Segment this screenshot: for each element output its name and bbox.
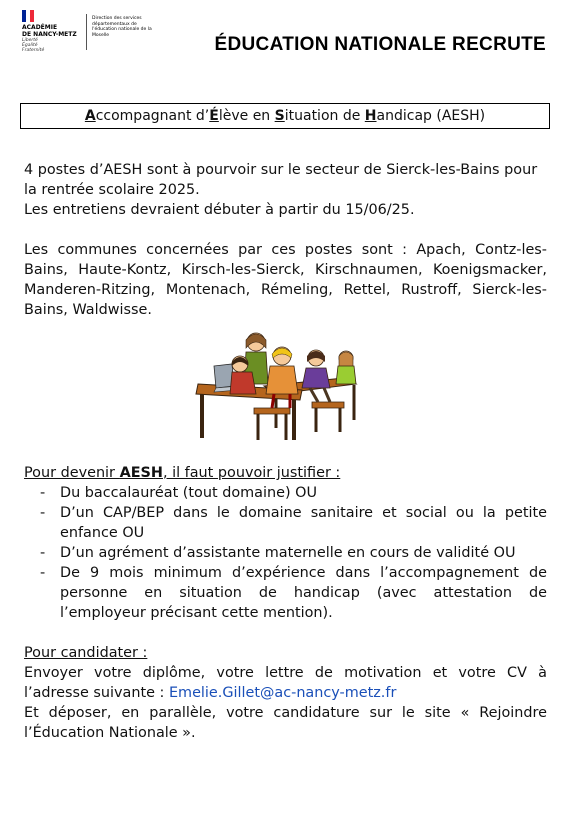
academie-line1: ACADÉMIE <box>22 24 58 31</box>
title-cap-a: A <box>84 108 96 124</box>
req-heading-prefix: Pour devenir <box>24 465 120 481</box>
list-item: - Du baccalauréat (tout domaine) OU <box>40 485 317 501</box>
title-part-2: lève en <box>218 108 275 124</box>
title-part-4: andicap (AESH) <box>376 108 486 124</box>
logo-divider <box>86 14 87 50</box>
main-content <box>24 160 547 743</box>
motto-3: Fraternité <box>22 48 45 53</box>
req-item-text: D’un CAP/BEP dans le domaine sanitaire et social ou la petite enfance OU <box>60 505 547 541</box>
communes-paragraph: Les communes concernées par ces postes sont : Apach, Contz-les-Bains, Haute-Kontz, Kirsch-les-Sierck, Kirschnaumen, Koenigsmacker, Manderen-Ritzing, Montenach, Rémeling, Rettel, Rustroff, Sierck-les-Bains, Waldwisse. <box>24 242 547 318</box>
req-heading-suffix: , il faut pouvoir justifier : <box>162 465 341 481</box>
req-item-text: De 9 mois minimum d’expérience dans l’accompagnement de personne en situation de handicap (avec attestation de l’employeur précisant cette mention). <box>60 565 547 621</box>
title-part-3: ituation de <box>284 108 365 124</box>
job-title-box <box>20 103 550 129</box>
motto-1: Liberté <box>22 38 38 43</box>
req-heading-bold: AESH <box>119 465 163 481</box>
page-header <box>0 0 576 70</box>
french-flag-icon <box>22 10 34 22</box>
apply-paragraph <box>24 663 547 703</box>
title-cap-e: É <box>209 108 219 124</box>
motto-2: Égalité <box>22 43 38 48</box>
list-item: - D’un CAP/BEP dans le domaine sanitaire et social ou la petite enfance OU <box>40 505 547 541</box>
list-item: - D’un agrément d’assistante maternelle en cours de validité OU <box>40 545 516 561</box>
requirements-list <box>24 483 547 623</box>
req-item-text: Du baccalauréat (tout domaine) OU <box>60 485 317 501</box>
title-cap-h: H <box>364 108 377 124</box>
apply-paragraph-2: Et déposer, en parallèle, votre candidature sur le site « Rejoindre l’Éducation Nationale ». <box>24 705 547 741</box>
academie-line2: DE NANCY-METZ <box>22 31 77 38</box>
req-item-text: D’un agrément d’assistante maternelle en cours de validité OU <box>60 545 516 561</box>
intro-line-2: Les entretiens devraient débuter à partir du 15/06/25. <box>24 202 415 218</box>
email-link[interactable]: Emelie.Gillet@ac-nancy-metz.fr <box>168 685 397 701</box>
direction-text: Direction des services départementaux de l'éducation nationale de la Moselle <box>92 16 152 38</box>
academie-logo <box>22 24 77 53</box>
title-cap-s: S <box>274 108 285 124</box>
motto <box>22 38 77 53</box>
students-at-desks-illustration <box>194 328 366 443</box>
requirements-heading <box>24 463 547 483</box>
list-item: - De 9 mois minimum d’expérience dans l’accompagnement de personne en situation de handicap (avec attestation de l’employeur précisant cette mention). <box>40 565 547 621</box>
intro-line-1: 4 postes d’AESH sont à pourvoir sur le secteur de Sierck-les-Bains pour la rentrée scolaire 2025. <box>24 162 538 198</box>
recruitment-banner: ÉDUCATION NATIONALE RECRUTE <box>214 34 546 55</box>
title-part-1: ccompagnant d’ <box>95 108 210 124</box>
apply-heading: Pour candidater : <box>24 645 148 661</box>
apply-text-1: Envoyer votre diplôme, votre lettre de motivation et votre CV à l’adresse suivante : <box>24 665 547 701</box>
